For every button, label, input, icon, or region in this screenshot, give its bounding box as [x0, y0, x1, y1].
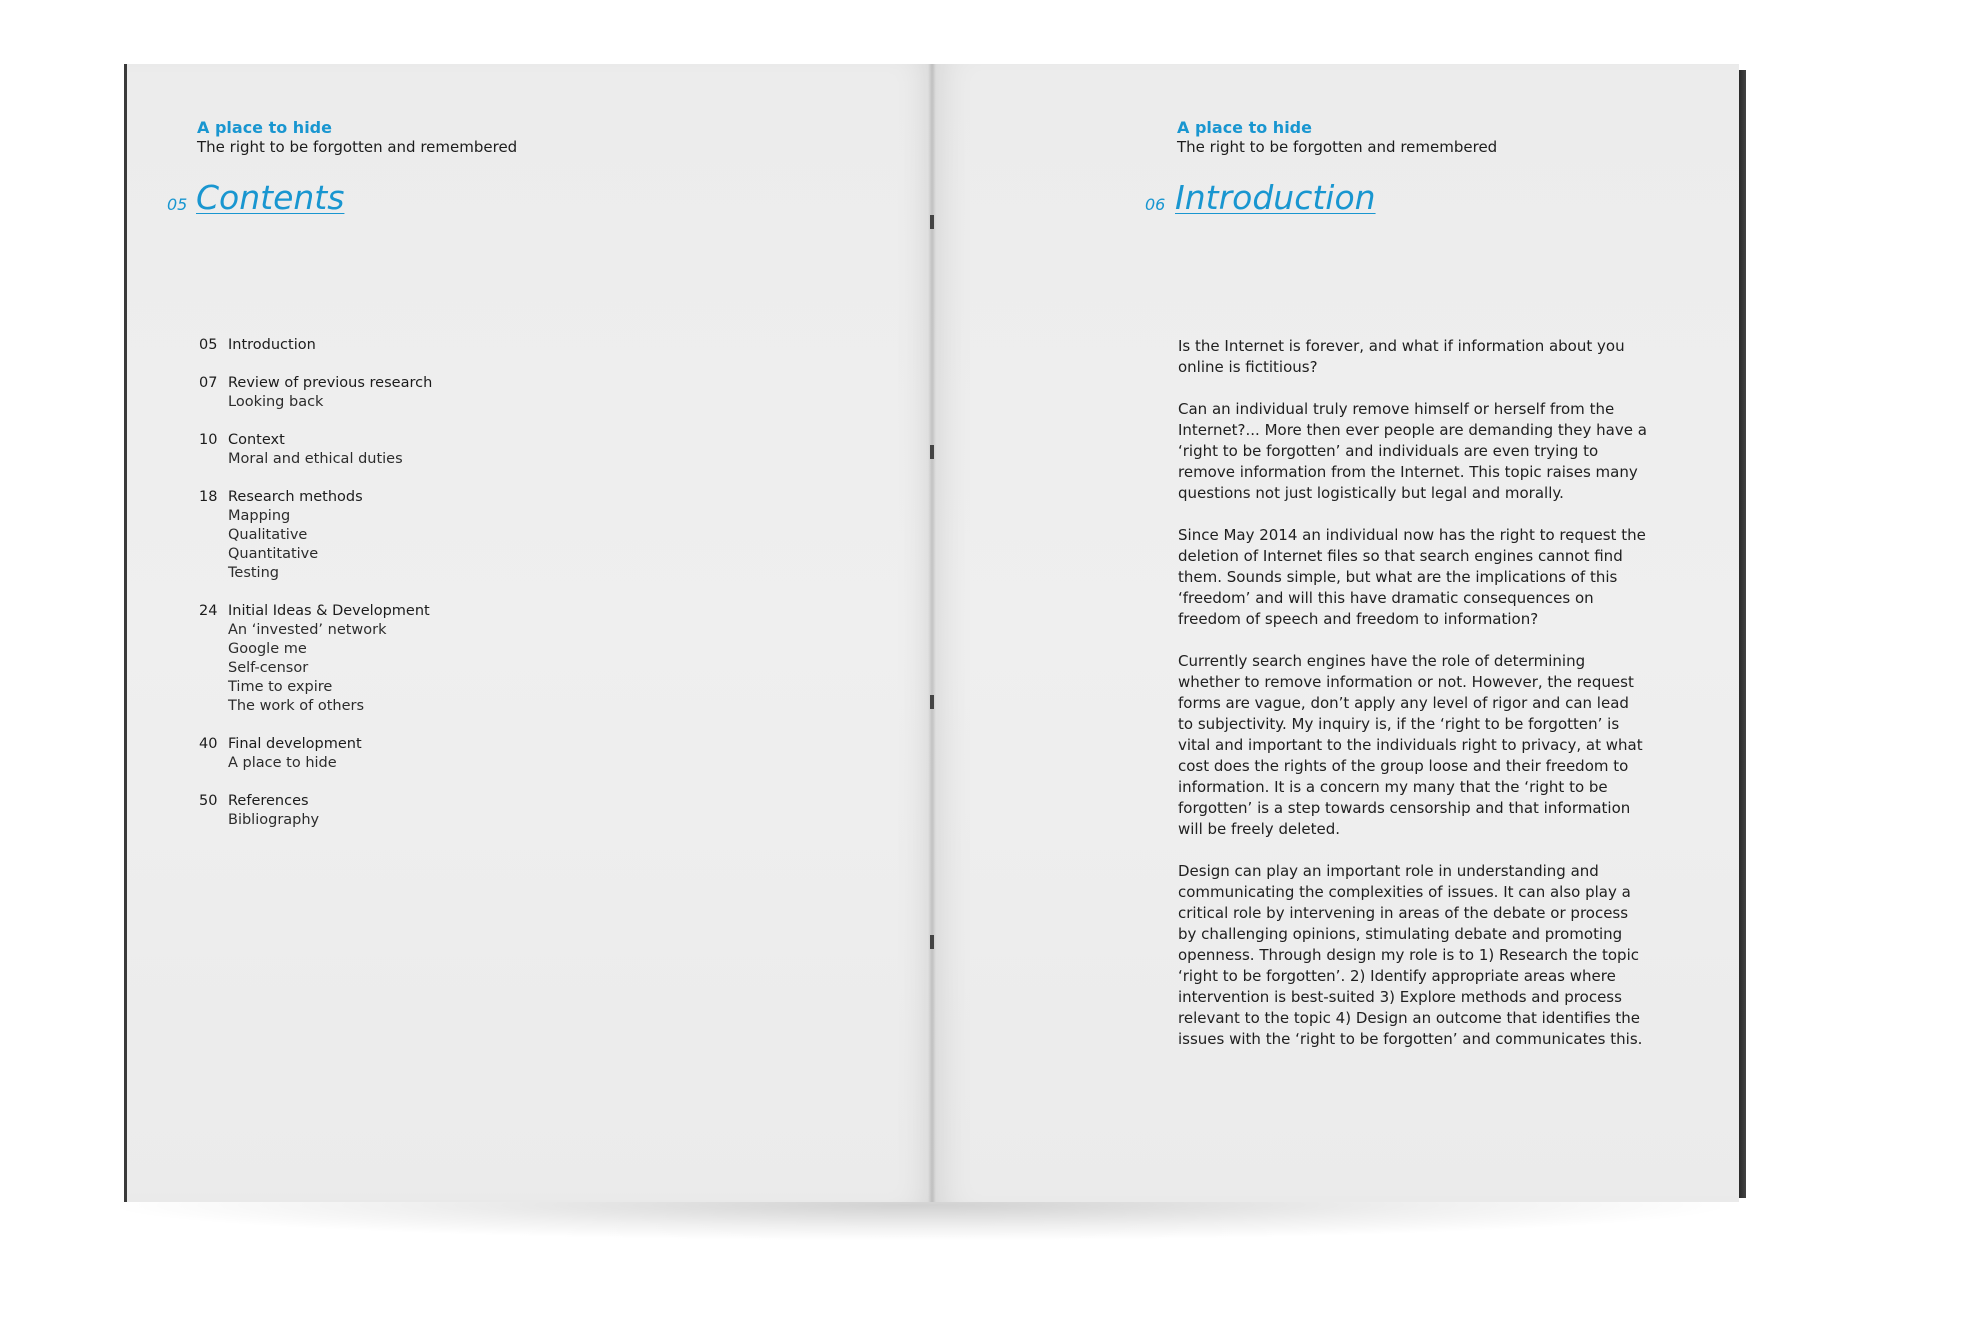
toc-subtitle: Testing: [228, 565, 279, 581]
toc-title: Initial Ideas & Development: [228, 603, 430, 619]
toc-entry: [199, 431, 649, 469]
toc-title: Review of previous research: [228, 375, 433, 391]
right-running-subtitle: The right to be forgotten and remembered: [1177, 138, 1498, 156]
toc-page-number: 40: [199, 736, 218, 752]
toc-page-number: 24: [199, 603, 218, 619]
spine-stitch: [930, 695, 934, 709]
toc-title: Final development: [228, 736, 362, 752]
toc-subtitle: Qualitative: [228, 527, 308, 543]
toc-page-number: 18: [199, 489, 218, 505]
contents-heading: Contents: [196, 178, 345, 217]
toc-page-number: 05: [199, 337, 218, 353]
toc-title: Research methods: [228, 489, 363, 505]
toc-subtitle: Bibliography: [228, 812, 320, 828]
toc-subtitle: An ‘invested’ network: [228, 622, 387, 638]
toc-title: References: [228, 793, 309, 809]
introduction-body: [1178, 336, 1648, 1071]
left-running-title: A place to hide: [197, 118, 332, 137]
intro-paragraph: Since May 2014 an individual now has the right to request the deletion of Internet files so that search engines cannot find them. Sounds simple, but what are the implications of this ‘freedom’ and will this have dramatic consequences on freedom of speech and freedom to information?: [1178, 526, 1646, 628]
toc-subtitle: Looking back: [228, 394, 324, 410]
toc-subtitle: Mapping: [228, 508, 291, 524]
intro-paragraph: Can an individual truly remove himself or herself from the Internet?... More then ever people are demanding they have a ‘right to be forgotten’ and individuals are even trying to remove information from the Internet. This topic raises many questions not just logistically but legal and morally.: [1178, 400, 1647, 502]
toc-subtitle: Quantitative: [228, 546, 319, 562]
toc-page-number: 50: [199, 793, 218, 809]
toc-page-number: 10: [199, 432, 218, 448]
intro-paragraph: Currently search engines have the role of determining whether to remove information or not. However, the request forms are vague, don’t apply any level of rigor and can lead to subjectivity. My inquiry is, if the ‘right to be forgotten’ is vital and important to the individuals right to privacy, at what cost does the rights of the group loose and their freedom to information. It is a concern my many that the ‘right to be forgotten’ is a step towards censorship and that information will be freely deleted.: [1178, 652, 1643, 838]
intro-paragraph: Is the Internet is forever, and what if information about you online is fictitious?: [1178, 337, 1625, 376]
toc-subtitle: Self-censor: [228, 660, 309, 676]
toc-entry: [199, 735, 649, 773]
toc-entry: [199, 374, 649, 412]
toc-entry: [199, 488, 649, 583]
toc-subtitle: Moral and ethical duties: [228, 451, 403, 467]
back-cover-edge: [1739, 70, 1746, 1198]
spine-stitch: [930, 215, 934, 229]
introduction-heading: Introduction: [1175, 178, 1376, 217]
toc-subtitle: The work of others: [228, 698, 365, 714]
toc-title: Context: [228, 432, 285, 448]
spine-stitch: [930, 935, 934, 949]
toc-subtitle: Google me: [228, 641, 307, 657]
right-running-title: A place to hide: [1177, 118, 1312, 137]
toc-entry: [199, 336, 649, 355]
toc-title: Introduction: [228, 337, 316, 353]
spine-stitch: [930, 445, 934, 459]
toc-subtitle: A place to hide: [228, 755, 337, 771]
toc-subtitle: Time to expire: [228, 679, 333, 695]
right-page-number: 06: [1145, 195, 1166, 214]
toc-page-number: 07: [199, 375, 218, 391]
table-of-contents: [199, 336, 649, 849]
toc-entry: [199, 792, 649, 830]
book-spine: [928, 64, 936, 1202]
left-running-subtitle: The right to be forgotten and remembered: [197, 138, 518, 156]
intro-paragraph: Design can play an important role in understanding and communicating the complexities of issues. It can also play a critical role by intervening in areas of the debate or process by challenging opinions, stimulating debate and promoting openness. Through design my role is to 1) Research the topic ‘right to be forgotten’. 2) Identify appropriate areas where intervention is best-suited 3) Explore methods and process relevant to the topic 4) Design an outcome that identifies the issues with the ‘right to be forgotten’ and communicates this.: [1178, 862, 1643, 1048]
toc-entry: [199, 602, 649, 716]
left-page-number: 05: [167, 195, 188, 214]
